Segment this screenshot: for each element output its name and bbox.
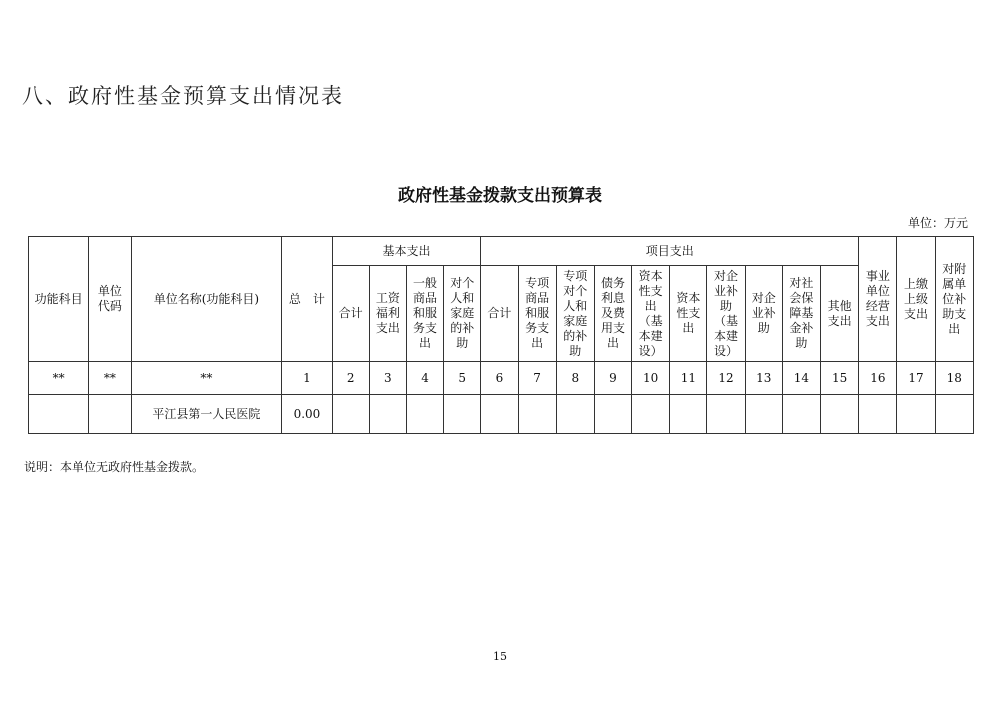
index-cell: 9 [594,362,631,395]
table-title: 政府性基金拨款支出预算表 [398,186,602,206]
value-cell [821,395,859,434]
header-project-col: 其他支出 [821,266,859,362]
index-cell: 13 [745,362,782,395]
value-cell [632,395,670,434]
header-project-group: 项目支出 [481,237,859,266]
index-cell: 18 [935,362,973,395]
func-subject-cell [29,395,89,434]
index-cell: 4 [406,362,443,395]
header-project-col: 债务利息及费用支出 [594,266,631,362]
value-cell [935,395,973,434]
value-cell [406,395,443,434]
total-cell: 0.00 [282,395,332,434]
header-project-col: 合计 [481,266,518,362]
header-tail-col: 对附属单位补助支出 [935,237,973,362]
index-cell: 14 [782,362,820,395]
header-project-col: 资本性支出（基本建设） [632,266,670,362]
header-unit-code: 单位代码 [89,237,131,362]
header-project-col: 资本性支出 [670,266,707,362]
index-cell: ** [89,362,131,395]
header-basic-col: 工资福利支出 [369,266,406,362]
header-total: 总 计 [282,237,332,362]
index-cell: 11 [670,362,707,395]
header-tail-col: 事业单位经营支出 [859,237,897,362]
index-cell: 12 [707,362,745,395]
footnote: 说明：本单位无政府性基金拨款。 [24,460,205,474]
index-row [29,362,974,395]
table-row [29,395,974,434]
index-cell: 16 [859,362,897,395]
value-cell [444,395,481,434]
index-cell: 15 [821,362,859,395]
unit-code-cell [89,395,131,434]
index-cell: 1 [282,362,332,395]
page-number: 15 [493,650,507,663]
value-cell [518,395,556,434]
header-project-col: 对企业补助 [745,266,782,362]
value-cell [745,395,782,434]
section-heading: 八、政府性基金预算支出情况表 [22,84,344,108]
header-project-col: 专项商品和服务支出 [518,266,556,362]
value-cell [859,395,897,434]
unit-label: 单位：万元 [907,216,968,230]
value-cell [481,395,518,434]
header-basic-col: 一般商品和服务支出 [406,266,443,362]
index-cell: ** [131,362,282,395]
index-cell: 2 [332,362,369,395]
header-basic-col: 对个人和家庭的补助 [444,266,481,362]
value-cell [556,395,594,434]
header-project-col: 对企业补助（基本建设） [707,266,745,362]
index-cell: 3 [369,362,406,395]
index-cell: 10 [632,362,670,395]
header-project-col: 专项对个人和家庭的补助 [556,266,594,362]
value-cell [332,395,369,434]
header-basic-col: 合计 [332,266,369,362]
index-cell: 8 [556,362,594,395]
value-cell [897,395,935,434]
index-cell: 7 [518,362,556,395]
index-cell: 17 [897,362,935,395]
budget-table [28,236,974,434]
value-cell [670,395,707,434]
header-project-col: 对社会保障基金补助 [782,266,820,362]
header-func-subject: 功能科目 [29,237,89,362]
value-cell [369,395,406,434]
header-unit-name: 单位名称(功能科目) [131,237,282,362]
index-cell: 6 [481,362,518,395]
value-cell [594,395,631,434]
unit-name-cell: 平江县第一人民医院 [131,395,282,434]
index-cell: ** [29,362,89,395]
header-tail-col: 上缴上级支出 [897,237,935,362]
header-basic-group: 基本支出 [332,237,481,266]
value-cell [782,395,820,434]
index-cell: 5 [444,362,481,395]
value-cell [707,395,745,434]
